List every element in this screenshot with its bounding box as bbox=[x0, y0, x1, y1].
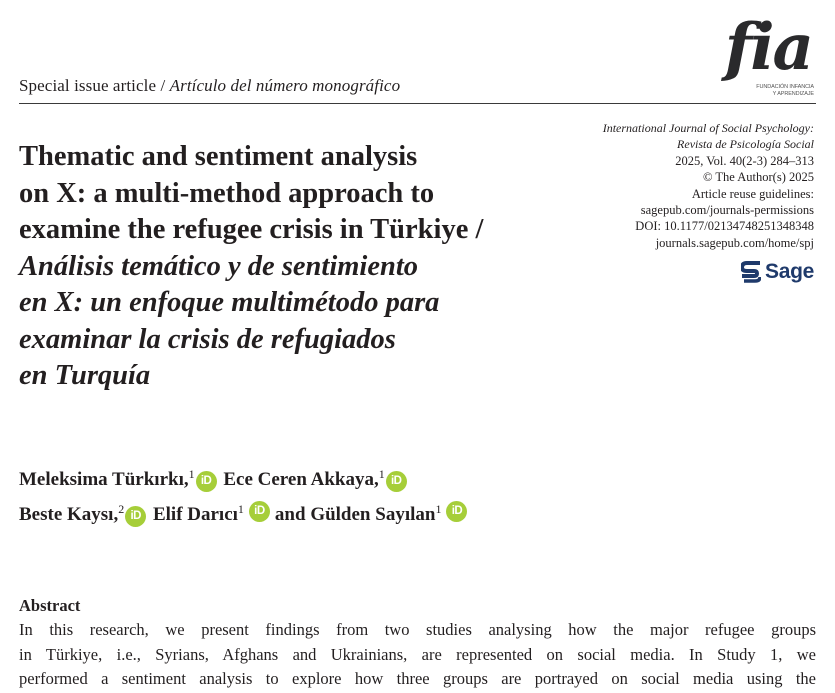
author-name: Beste Kaysı, bbox=[19, 503, 119, 525]
sage-s-icon bbox=[741, 260, 761, 284]
abstract-line-1: In this research, we present findings from two studies analysing how the major refugee groups bbox=[19, 620, 816, 639]
title-line-en-1: Thematic and sentiment analysis bbox=[19, 141, 418, 172]
author-list bbox=[19, 460, 639, 529]
author-name: Meleksima Türkırkı, bbox=[19, 469, 189, 490]
journal-name: International Journal of Social Psychology: bbox=[602, 121, 814, 135]
doi[interactable]: DOI: 10.1177/02134748251348348 bbox=[635, 219, 814, 234]
fia-subtitle bbox=[756, 84, 814, 98]
affiliation-marker: 2 bbox=[118, 501, 125, 516]
header-divider bbox=[19, 103, 816, 104]
reuse-link[interactable]: sagepub.com/journals-permissions bbox=[640, 203, 814, 218]
orcid-icon[interactable]: iD bbox=[446, 501, 467, 522]
author-name: Ece Ceren Akkaya, bbox=[223, 469, 379, 490]
journal-metadata bbox=[603, 120, 814, 251]
title-line-en-2: on X: a multi-method approach to bbox=[19, 177, 435, 209]
volume-info: 2025, Vol. 40(2-3) 284–313 bbox=[675, 153, 814, 168]
fia-logo bbox=[720, 8, 820, 103]
sage-wordmark: Sage bbox=[765, 260, 814, 283]
journal-link[interactable]: journals.sagepub.com/home/spj bbox=[655, 235, 814, 250]
orcid-icon[interactable]: iD bbox=[196, 471, 217, 492]
title-line-es-3: examinar la crisis de refugiados bbox=[19, 323, 396, 355]
article-type-label: Special issue article / bbox=[19, 76, 166, 95]
running-head bbox=[19, 76, 400, 96]
affiliation-marker: 1 bbox=[378, 467, 385, 481]
copyright: © The Author(s) 2025 bbox=[703, 170, 814, 185]
orcid-icon[interactable]: iD bbox=[249, 501, 270, 522]
author-conjunction: and bbox=[274, 503, 306, 525]
sage-logo bbox=[741, 258, 814, 286]
fia-subtitle-line-2: Y APRENDIZAJE bbox=[772, 91, 814, 97]
author-name: Gülden Sayılan bbox=[310, 503, 436, 525]
fia-subtitle-line-1: FUNDACIÓN INFANCIA bbox=[756, 84, 814, 90]
abstract-heading: Abstract bbox=[19, 596, 81, 615]
author-line-1 bbox=[19, 460, 639, 495]
orcid-icon[interactable]: iD bbox=[386, 471, 407, 492]
orcid-icon[interactable]: iD bbox=[125, 506, 146, 527]
reuse-label: Article reuse guidelines: bbox=[691, 186, 814, 201]
title-line-en-3: examine the refugee crisis in Türkiye / bbox=[19, 214, 484, 245]
title-line-es-2: en X: un enfoque multimétodo para bbox=[19, 287, 440, 318]
fia-wordmark: fia bbox=[724, 10, 812, 85]
affiliation-marker: 1 bbox=[237, 501, 244, 516]
article-type-label-es: Artículo del número monográfico bbox=[169, 76, 401, 95]
journal-name-es: Revista de Psicología Social bbox=[677, 137, 814, 152]
affiliation-marker: 1 bbox=[435, 501, 442, 516]
author-line-2 bbox=[19, 495, 639, 530]
abstract-body bbox=[19, 618, 816, 692]
affiliation-marker: 1 bbox=[188, 467, 195, 481]
title-line-es-4: en Turquía bbox=[19, 360, 151, 391]
author-name: Elif Darıcı bbox=[152, 503, 238, 525]
article-title bbox=[19, 139, 579, 395]
title-line-es-1: Análisis temático y de sentimiento bbox=[19, 250, 418, 282]
abstract-line-2: in Türkiye, i.e., Syrians, Afghans and Ukrainians, are represented on social media. In Study 1, we bbox=[19, 644, 816, 664]
abstract-line-3: performed a sentiment analysis to explore how three groups are portrayed on social media using the bbox=[19, 669, 816, 688]
